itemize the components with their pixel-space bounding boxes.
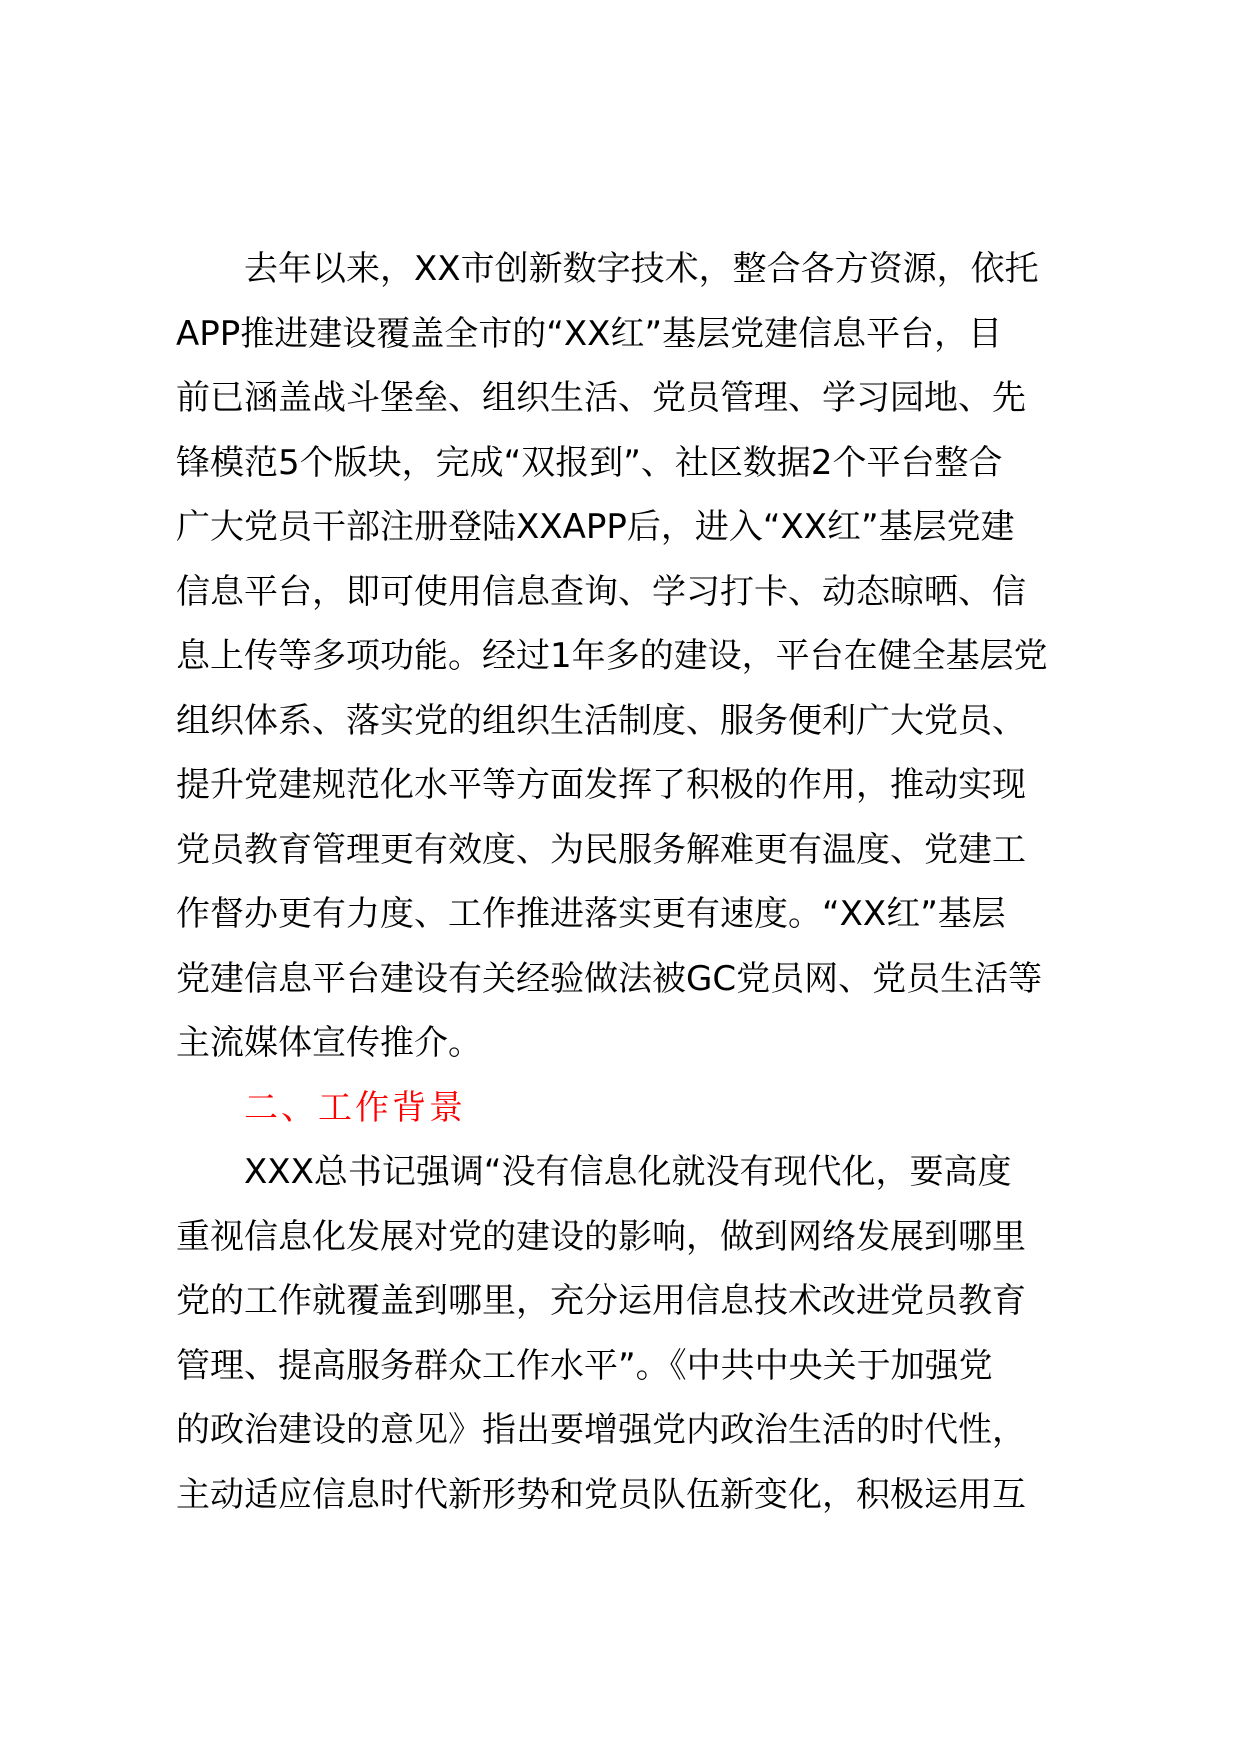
text-line: 去年以来，XX市创新数字技术，整合各方资源，依托 bbox=[244, 249, 1039, 289]
text-line: XXX总书记强调“没有信息化就没有现代化，要高度 bbox=[244, 1152, 1012, 1192]
section-heading: 二、工作背景 bbox=[244, 1087, 466, 1128]
text-line: 锋模范5个版块，完成“双报到”、社区数据2个平台整合 bbox=[176, 442, 1003, 483]
text-line: 广大党员干部注册登陆XXAPP后，进入“XX红”基层党建 bbox=[176, 507, 1015, 547]
paragraph-platform-overview bbox=[176, 237, 1106, 1076]
text-line: 息上传等多项功能。经过1年多的建设，平台在健全基层党 bbox=[176, 636, 1048, 676]
text-line: 组织体系、落实党的组织生活制度、服务便利广大党员、 bbox=[176, 700, 1026, 741]
paragraph-work-background bbox=[176, 1140, 1106, 1527]
text-line: 重视信息化发展对党的建设的影响，做到网络发展到哪里 bbox=[176, 1216, 1026, 1257]
text-line: 提升党建规范化水平等方面发挥了积极的作用，推动实现 bbox=[176, 765, 1026, 805]
text-line: 党的工作就覆盖到哪里，充分运用信息技术改进党员教育 bbox=[176, 1281, 1026, 1321]
document-body bbox=[176, 237, 1106, 1527]
text-line: APP推进建设覆盖全市的“XX红”基层党建信息平台，目 bbox=[176, 313, 1003, 354]
text-line: 主流媒体宣传推介。 bbox=[176, 1023, 482, 1063]
text-line: 作督办更有力度、工作推进落实更有速度。“XX红”基层 bbox=[176, 894, 1006, 934]
text-line: 主动适应信息时代新形势和党员队伍新变化，积极运用互 bbox=[176, 1474, 1026, 1515]
text-line: 前已涵盖战斗堡垒、组织生活、党员管理、学习园地、先 bbox=[176, 378, 1026, 418]
text-line: 管理、提高服务群众工作水平”。《中共中央关于加强党 bbox=[176, 1345, 993, 1386]
text-line: 党建信息平台建设有关经验做法被GC党员网、党员生活等 bbox=[176, 958, 1043, 999]
text-line: 信息平台，即可使用信息查询、学习打卡、动态晾晒、信 bbox=[176, 571, 1026, 612]
text-line: 党员教育管理更有效度、为民服务解难更有温度、党建工 bbox=[176, 829, 1026, 870]
text-line: 的政治建设的意见》指出要增强党内政治生活的时代性， bbox=[176, 1410, 1026, 1450]
